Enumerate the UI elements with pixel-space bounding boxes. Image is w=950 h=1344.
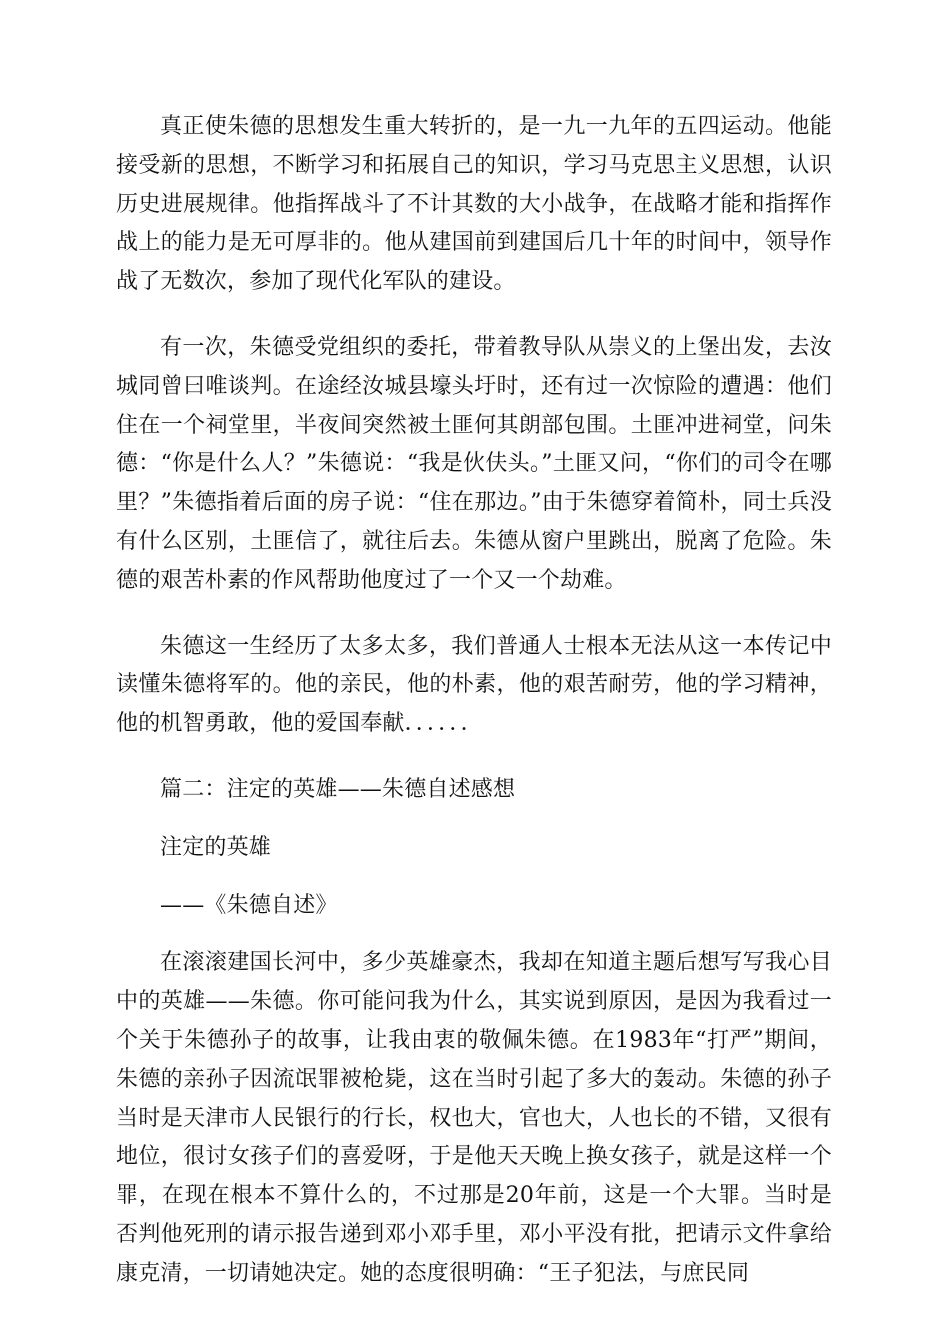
document-body bbox=[116, 108, 832, 1321]
section-heading-part-two: 篇二：注定的英雄——朱德自述感想 bbox=[160, 776, 516, 802]
paragraph-grandson-story: 在滚滚建国长河中，多少英雄豪杰，我却在知道主题后想写写我心目中的英雄——朱德。你可能问我为什么，其实说到原因，是因为我看过一个关于朱德孙子的故事，让我由衷的敬佩朱德。在1983年“打严”期间，朱德的亲孙子因流氓罪被枪毙，这在当时引起了多大的轰动。朱德的孙子当时是天津市人民银行的行长，权也大，官也大，人也长的不错，又很有地位，很讨女孩子们的喜爱呀，于是他天天晚上换女孩子，就是这样一个罪，在现在根本不算什么的，不过那是20年前，这是一个大罪。当时是否判他死刑的请示报告递到邓小邓手里，邓小平没有批，把请示文件拿给康克清，一切请她决定。她的态度很明确：“王子犯法，与庶民同 bbox=[116, 950, 832, 1286]
paragraph-thought-transformation: 真正使朱德的思想发生重大转折的，是一九一九年的五四运动。他能接受新的思想，不断学习和拓展自己的知识，学习马克思主义思想，认识历史进展规律。他指挥战斗了不计其数的大小战争，在战略才能和指挥作战上的能力是无可厚非的。他从建国前到建国后几十年的时间中，领导作战了无数次，参加了现代化军队的建设。 bbox=[116, 114, 832, 295]
paragraph-bandit-encounter: 有一次，朱德受党组织的委托，带着教导队从崇义的上堡出发，去汝城同曾曰唯谈判。在途经汝城县壕头圩时，还有过一次惊险的遭遇：他们住在一个祠堂里，半夜间突然被土匪何其朗部包围。土匪冲进祠堂，问朱德：“你是什么人？”朱德说：“我是伙伕头。”土匪又问，“你们的司令在哪里？”朱德指着后面的房子说：“住在那边。”由于朱德穿着简朴，同士兵没有什么区别，土匪信了，就往后去。朱德从窗户里跳出，脱离了危险。朱德的艰苦朴素的作风帮助他度过了一个又一个劫难。 bbox=[116, 334, 832, 593]
essay-title: 注定的英雄 bbox=[160, 834, 272, 860]
essay-subtitle: ——《朱德自述》 bbox=[160, 892, 338, 918]
paragraph-life-summary: 朱德这一生经历了太多太多，我们普通人士根本无法从这一本传记中读懂朱德将军的。他的亲民，他的朴素，他的艰苦耐劳，他的学习精神，他的机智勇敢，他的爱国奉献．．．．．． bbox=[116, 633, 832, 737]
